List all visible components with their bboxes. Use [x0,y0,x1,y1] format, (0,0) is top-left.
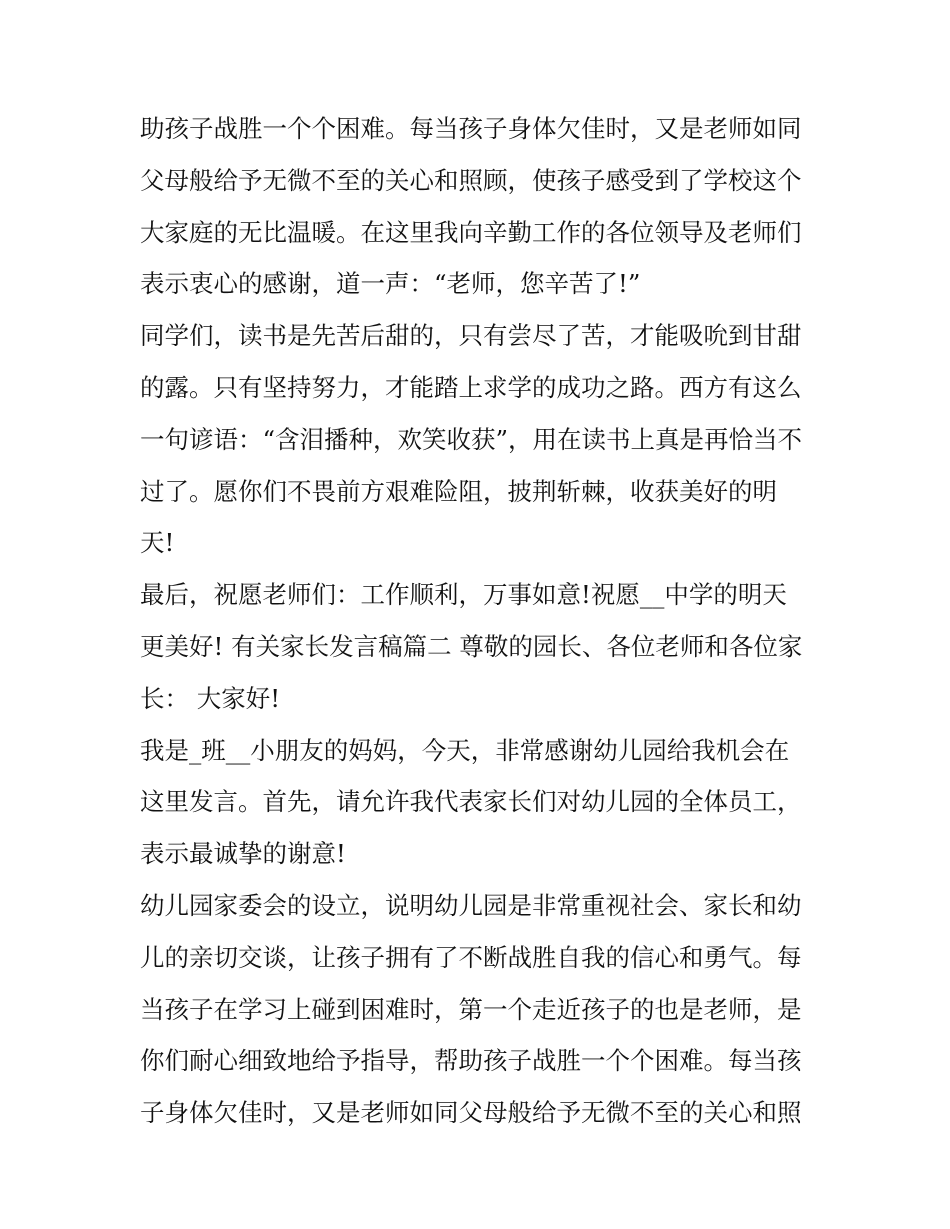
text-line: 父母般给予无微不至的关心和照顾，使孩子感受到了学校这个 [140,165,802,195]
text-line: 同学们，读书是先苦后甜的，只有尝尽了苦，才能吸吮到甘甜 [140,321,802,351]
text-line: 更美好! 有关家长发言稿篇二 尊敬的园长、各位老师和各位家 [140,631,803,661]
text-line: 助孩子战胜一个个困难。每当孩子身体欠佳时，又是老师如同 [140,114,802,143]
text-line: 表示最诚挚的谢意! [140,839,346,869]
body-text [140,103,830,1139]
text-line: 这里发言。首先，请允许我代表家长们对幼儿园的全体员工， [140,787,802,817]
text-line: 过了。愿你们不畏前方艰难险阻，披荆斩棘，收获美好的明 [140,476,777,506]
text-line: 我是_班__小朋友的妈妈，今天，非常感谢幼儿园给我机会在 [140,735,790,765]
text-line: 表示衷心的感谢，道一声：“老师，您辛苦了!” [140,269,641,299]
text-line: 子身体欠佳时，又是老师如同父母般给予无微不至的关心和照 [140,1098,802,1128]
text-line: 长： 大家好! [140,683,281,713]
text-line: 天! [140,528,175,558]
text-line: 幼儿园家委会的设立，说明幼儿园是非常重视社会、家长和幼 [140,890,802,920]
text-line: 儿的亲切交谈，让孩子拥有了不断战胜自我的信心和勇气。每 [140,942,802,972]
text-line: 大家庭的无比温暖。在这里我向辛勤工作的各位领导及老师们 [140,217,802,247]
text-line: 你们耐心细致地给予指导，帮助孩子战胜一个个困难。每当孩 [140,1046,802,1076]
text-line: 一句谚语：“含泪播种，欢笑收获”，用在读书上真是再恰当不 [140,424,803,454]
text-line: 当孩子在学习上碰到困难时，第一个走近孩子的也是老师，是 [140,994,802,1024]
text-line: 最后，祝愿老师们：工作顺利，万事如意!祝愿__中学的明天 [140,580,787,610]
text-line: 的露。只有坚持努力，才能踏上求学的成功之路。西方有这么 [140,372,802,402]
